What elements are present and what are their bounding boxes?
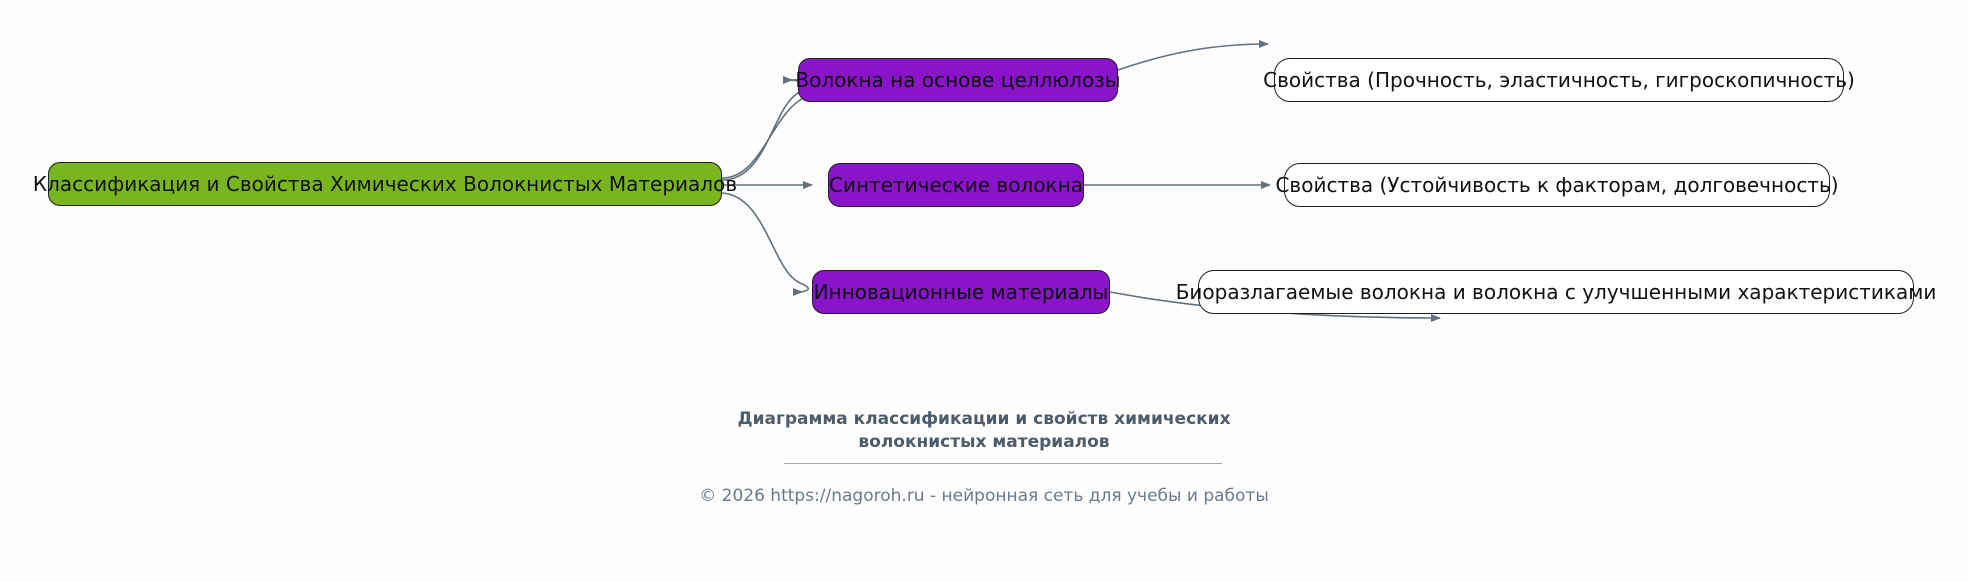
node-category-cellulose-label: Волокна на основе целлюлозы bbox=[795, 67, 1121, 92]
node-root-label: Классификация и Свойства Химических Волокнистых Материалов bbox=[32, 171, 738, 196]
diagram-caption bbox=[0, 408, 1968, 454]
node-property-cellulose-label: Свойства (Прочность, эластичность, гигроскопичность) bbox=[1263, 67, 1855, 92]
edge-root-to-cellulose-main bbox=[722, 80, 808, 180]
edge-root-to-innovative bbox=[722, 193, 808, 292]
node-property-synthetic[interactable] bbox=[1275, 163, 1839, 207]
footer-credit-text: © 2026 https://nagoroh.ru - нейронная сеть для учебы и работы bbox=[699, 486, 1269, 506]
node-category-innovative-label: Инновационные материалы bbox=[813, 279, 1109, 304]
node-category-innovative[interactable] bbox=[812, 270, 1110, 314]
node-property-innovative-label: Биоразлагаемые волокна и волокна с улучшенными характеристиками bbox=[1175, 279, 1937, 304]
node-property-synthetic-label: Свойства (Устойчивость к факторам, долговечность) bbox=[1275, 172, 1839, 197]
node-category-synthetic-label: Синтетические волокна bbox=[829, 172, 1083, 197]
node-category-synthetic[interactable] bbox=[828, 163, 1084, 207]
caption-divider bbox=[784, 463, 1222, 464]
diagram-caption-line2: волокнистых материалов bbox=[858, 431, 1110, 452]
node-property-innovative[interactable] bbox=[1175, 270, 1937, 314]
node-property-cellulose[interactable] bbox=[1263, 58, 1855, 102]
node-root[interactable] bbox=[32, 162, 738, 206]
diagram-caption-line1: Диаграмма классификации и свойств химических bbox=[737, 409, 1231, 429]
edge-cellulose-to-property1 bbox=[1118, 44, 1268, 70]
footer-credit bbox=[0, 486, 1968, 506]
node-category-cellulose[interactable] bbox=[795, 58, 1121, 102]
